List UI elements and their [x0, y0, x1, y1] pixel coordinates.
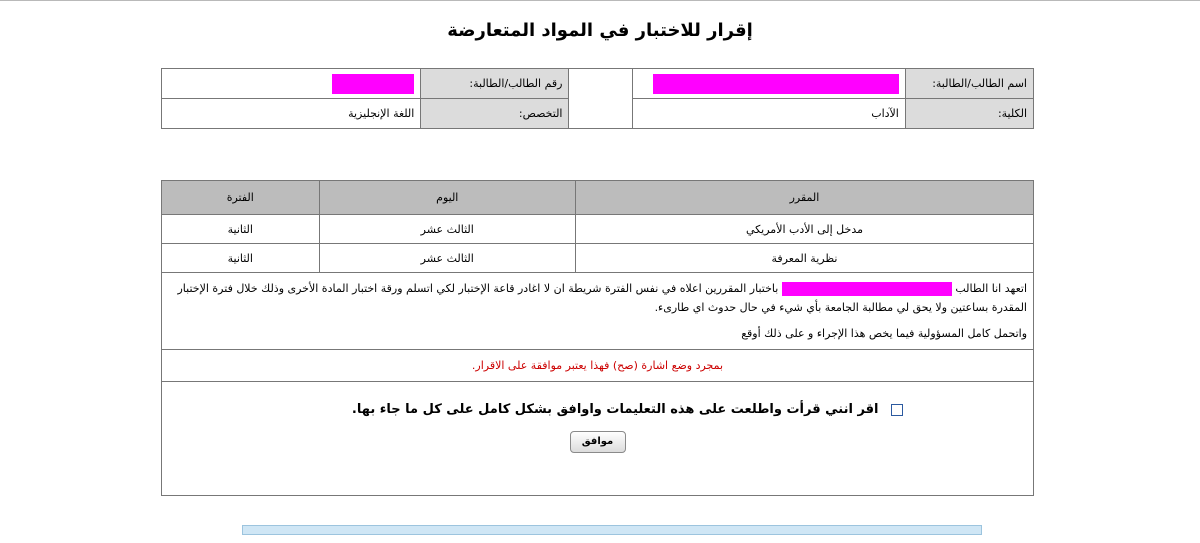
warning-row: [162, 350, 1034, 382]
student-id-label: رقم الطالب/الطالبة:: [421, 69, 569, 99]
course-cell: مدخل إلى الأدب الأمريكي: [575, 215, 1033, 244]
major-label: التخصص:: [421, 99, 569, 129]
day-header: اليوم: [319, 181, 575, 215]
major-value: اللغة الإنجليزية: [162, 99, 421, 129]
page-title: إقرار للاختبار في المواد المتعارضة: [447, 20, 753, 41]
pledge-line-2: واتحمل كامل المسؤولية فيما يخص هذا الإجراء و على ذلك أوقع: [741, 327, 1027, 340]
top-divider: [0, 0, 1200, 1]
student-info-row-1: [162, 69, 1034, 99]
college-value: الآداب: [632, 99, 905, 129]
table-row: [162, 244, 1034, 273]
pledge-name-redaction: [782, 282, 952, 296]
pledge-part-2: باختبار المقررين اعلاه في نفس الفترة شريطة ان لا اغادر قاعة الإختبار لكي اتسلم ورقة اختبار المادة الأخرى وذلك خلال فترة الإختبار المقدرة بساعتين ولا يحق لي مطالبة الجامعة بأي شيء في حال حدوث اي طارىء.: [177, 282, 1027, 314]
period-cell: الثانية: [162, 244, 320, 273]
pledge-part-1: اتعهد انا الطالب: [955, 282, 1027, 295]
period-header: الفترة: [162, 181, 320, 215]
period-cell: الثانية: [162, 215, 320, 244]
agreement-cell: [162, 382, 1034, 496]
student-info-table: [161, 68, 1034, 129]
course-header: المقرر: [575, 181, 1033, 215]
exams-table: [161, 180, 1034, 496]
agree-checkbox[interactable]: [891, 404, 903, 416]
student-name-label: اسم الطالب/الطالبة:: [905, 69, 1033, 99]
pledge-cell: [162, 273, 1034, 350]
student-id-value: [162, 69, 421, 99]
agree-checkbox-label: اقر انني قرأت واطلعت على هذه التعليمات واوافق بشكل كامل على كل ما جاء بها.: [351, 402, 879, 417]
student-name-value: [632, 69, 905, 99]
course-cell: نظرية المعرفة: [575, 244, 1033, 273]
day-cell: الثالث عشر: [319, 215, 575, 244]
warning-text: بمجرد وضع اشارة (صح) فهذا يعتبر موافقة على الاقرار.: [162, 350, 1034, 382]
college-label: الكلية:: [905, 99, 1033, 129]
student-id-redaction: [332, 74, 414, 94]
agree-button[interactable]: موافق: [570, 431, 626, 453]
day-cell: الثالث عشر: [319, 244, 575, 273]
bottom-bar: [242, 525, 982, 535]
agreement-row: [162, 382, 1034, 496]
table-row: [162, 215, 1034, 244]
student-name-redaction: [653, 74, 899, 94]
info-spacer: [569, 69, 632, 129]
pledge-row: [162, 273, 1034, 350]
agreement-line: [168, 402, 1027, 417]
pledge-text: [168, 279, 1027, 317]
exams-header-row: [162, 181, 1034, 215]
